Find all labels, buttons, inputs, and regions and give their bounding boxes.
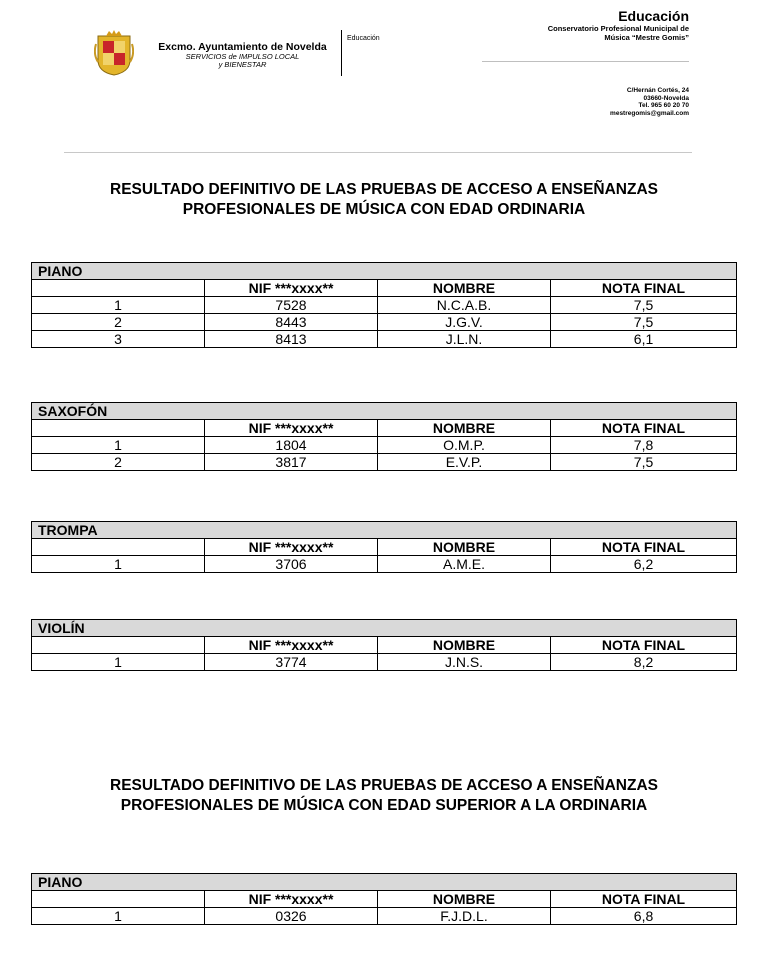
column-header-empty [32,420,205,437]
results-table-piano [31,262,737,348]
conservatorio-line-2: Música “Mestre Gomis” [604,33,689,42]
nombre-cell: A.M.E. [378,556,551,573]
nif-cell: 3706 [205,556,378,573]
column-header-row [32,637,737,654]
column-header-nombre: NOMBRE [378,539,551,556]
column-header-nif: NIF ***xxxx** [205,539,378,556]
row-number: 1 [32,556,205,573]
column-header-row [32,420,737,437]
column-header-nota: NOTA FINAL [551,280,737,297]
coat-of-arms-logo [94,30,134,76]
column-header-nota: NOTA FINAL [551,539,737,556]
section1-title [40,180,728,220]
table-row [32,654,737,671]
row-number: 1 [32,297,205,314]
servicios-line-1: SERVICIOS de IMPULSO LOCAL [185,52,300,62]
nif-cell: 1804 [205,437,378,454]
email: mestregomis@gmail.com [610,109,689,117]
instrument-header: PIANO [32,263,737,280]
row-number: 2 [32,314,205,331]
nota-cell: 7,5 [551,454,737,471]
column-header-empty [32,891,205,908]
table-row [32,454,737,471]
section1-title-line-2: PROFESIONALES DE MÚSICA CON EDAD ORDINARIA [182,201,586,218]
section1-title-line-1: RESULTADO DEFINITIVO DE LAS PRUEBAS DE ACCESO A ENSEÑANZAS [110,181,658,198]
column-header-nif: NIF ***xxxx** [205,420,378,437]
servicios-line-2: y BIENESTAR [218,59,267,69]
column-header-nota: NOTA FINAL [551,891,737,908]
instrument-header: PIANO [32,874,737,891]
nota-cell: 6,8 [551,908,737,925]
nif-cell: 8443 [205,314,378,331]
section2-title-line-1: RESULTADO DEFINITIVO DE LAS PRUEBAS DE ACCESO A ENSEÑANZAS [110,777,658,794]
nif-cell: 7528 [205,297,378,314]
nota-cell: 6,2 [551,556,737,573]
nota-cell: 7,8 [551,437,737,454]
nota-cell: 7,5 [551,297,737,314]
instrument-header: VIOLÍN [32,620,737,637]
column-header-row [32,539,737,556]
educacion-label-small: Educación [347,35,380,42]
row-number: 2 [32,454,205,471]
header-divider [341,30,342,76]
educacion-title: Educación [618,8,689,24]
table-row [32,314,737,331]
nombre-cell: J.G.V. [378,314,551,331]
nombre-cell: O.M.P. [378,437,551,454]
nif-cell: 0326 [205,908,378,925]
address: C/Hernán Cortés, 24 [626,87,689,94]
contact-block [610,87,689,117]
table-row [32,556,737,573]
column-header-empty [32,280,205,297]
column-header-empty [32,539,205,556]
nota-cell: 6,1 [551,331,737,348]
section2-title [40,776,728,816]
conservatorio-block [548,8,689,42]
row-number: 3 [32,331,205,348]
row-number: 1 [32,437,205,454]
column-header-row [32,280,737,297]
column-header-nota: NOTA FINAL [551,420,737,437]
table-row [32,908,737,925]
phone: Tel. 965 60 20 70 [638,102,689,109]
nif-cell: 3774 [205,654,378,671]
table-row [32,331,737,348]
nombre-cell: N.C.A.B. [378,297,551,314]
results-table-piano-superior [31,873,737,925]
column-header-nombre: NOMBRE [378,637,551,654]
results-table-violin [31,619,737,671]
instrument-header: SAXOFÓN [32,403,737,420]
nif-cell: 8413 [205,331,378,348]
results-table-saxofon [31,402,737,471]
ayuntamiento-name: Excmo. Ayuntamiento de Novelda [158,41,327,53]
column-header-nombre: NOMBRE [378,280,551,297]
nombre-cell: J.L.N. [378,331,551,348]
section2-title-line-2: PROFESIONALES DE MÚSICA CON EDAD SUPERIOR A LA ORDINARIA [120,797,648,814]
nota-cell: 8,2 [551,654,737,671]
column-header-empty [32,637,205,654]
nombre-cell: F.J.D.L. [378,908,551,925]
column-header-nif: NIF ***xxxx** [205,637,378,654]
column-header-row [32,891,737,908]
column-header-nombre: NOMBRE [378,420,551,437]
results-table-trompa [31,521,737,573]
postal-code: 03660-Novelda [643,94,689,102]
nif-cell: 3817 [205,454,378,471]
row-number: 1 [32,654,205,671]
row-number: 1 [32,908,205,925]
header-bottom-rule [64,152,692,153]
nota-cell: 7,5 [551,314,737,331]
column-header-nota: NOTA FINAL [551,637,737,654]
nombre-cell: E.V.P. [378,454,551,471]
header-right-rule [482,61,689,62]
table-row [32,297,737,314]
nombre-cell: J.N.S. [378,654,551,671]
column-header-nif: NIF ***xxxx** [205,891,378,908]
column-header-nif: NIF ***xxxx** [205,280,378,297]
conservatorio-line-1: Conservatorio Profesional Municipal de [547,24,689,33]
table-row [32,437,737,454]
instrument-header: TROMPA [32,522,737,539]
ayuntamiento-block [150,42,335,69]
column-header-nombre: NOMBRE [378,891,551,908]
